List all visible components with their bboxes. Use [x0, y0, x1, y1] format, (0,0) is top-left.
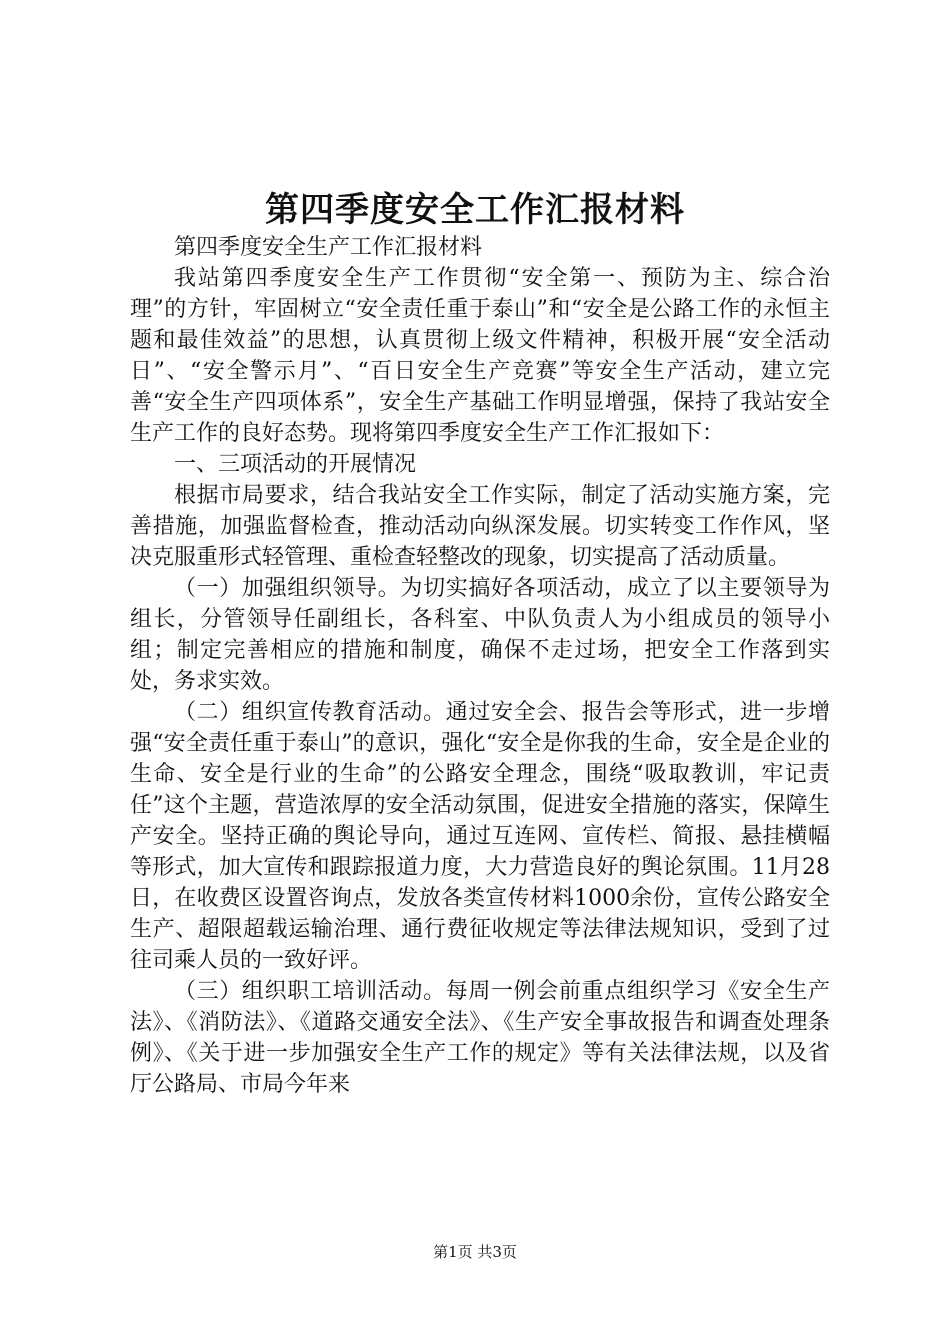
paragraph-intro: 我站第四季度安全生产工作贯彻“安全第一、预防为主、综合治理”的方针，牢固树立“安全责任重于泰山”和“安全是公路工作的永恒主题和最佳效益”的思想，认真贯彻上级文件精神，积极开展“安全活动日”、“安全警示月”、“百日安全生产竞赛”等安全生产活动，建立完善“安全生产四项体系”，安全生产基础工作明显增强，保持了我站安全生产工作的良好态势。现将第四季度安全生产工作汇报如下： [130, 266, 830, 446]
section-heading: 一、三项活动的开展情况 [174, 452, 417, 477]
paragraph: （二）组织宣传教育活动。通过安全会、报告会等形式，进一步增强“安全责任重于泰山”的意识，强化“安全是你我的生命，安全是企业的生命、安全是行业的生命”的公路安全理念，围绕“吸取教训，牢记责任”这个主题，营造浓厚的安全活动氛围，促进安全措施的落实，保障生产安全。坚持正确的舆论导向，通过互连网、宣传栏、简报、悬挂横幅等形式，加大宣传和跟踪报道力度，大力营造良好的舆论氛围。11月28日，在收费区设置咨询点，发放各类宣传材料1000余份，宣传公路安全生产、超限超载运输治理、通行费征收规定等法律法规知识，受到了过往司乘人员的一致好评。 [130, 700, 830, 973]
page-number-footer: 第1页 共3页 [433, 1243, 517, 1261]
paragraph-subtitle: 第四季度安全生产工作汇报材料 [174, 235, 483, 260]
document-title: 第四季度安全工作汇报材料 [265, 190, 685, 230]
paragraph: （三）组织职工培训活动。每周一例会前重点组织学习《安全生产法》、《消防法》、《道路交通安全法》、《生产安全事故报告和调查处理条例》、《关于进一步加强安全生产工作的规定》等有关法律法规，以及省厅公路局、市局今年来 [130, 979, 830, 1097]
paragraph: 根据市局要求，结合我站安全工作实际，制定了活动实施方案，完善措施，加强监督检查，推动活动向纵深发展。切实转变工作作风，坚决克服重形式轻管理、重检查轻整改的现象，切实提高了活动质量。 [130, 483, 830, 570]
paragraph: （一）加强组织领导。为切实搞好各项活动，成立了以主要领导为组长，分管领导任副组长，各科室、中队负责人为小组成员的领导小组；制定完善相应的措施和制度，确保不走过场，把安全工作落到实处，务求实效。 [130, 576, 830, 694]
document-body [130, 232, 830, 1100]
